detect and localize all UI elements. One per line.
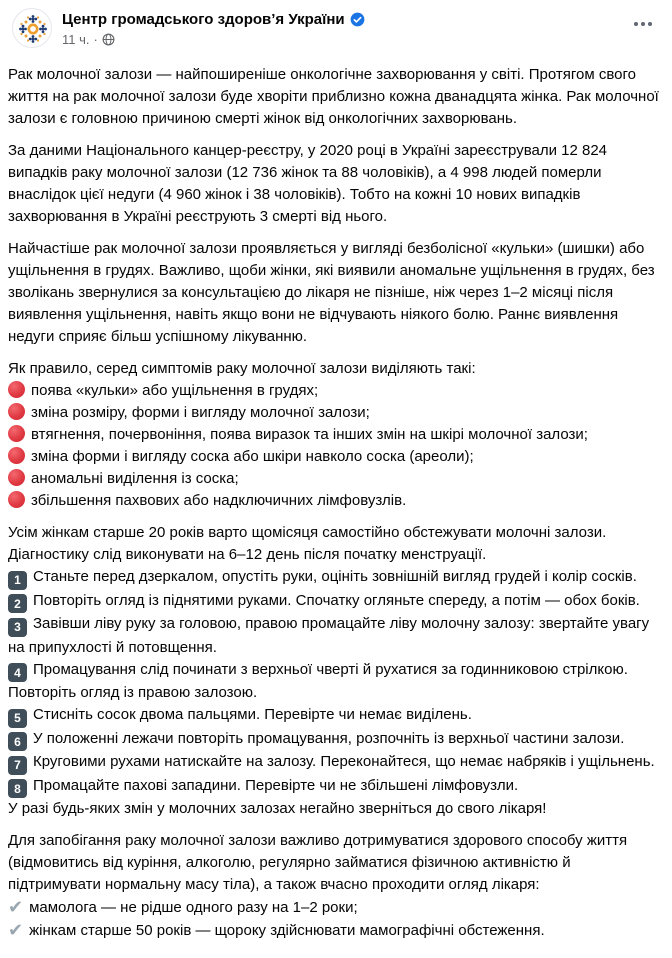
dot-icon <box>641 22 645 26</box>
red-circle-icon <box>8 425 25 442</box>
symptom-item: зміна розміру, форми і вигляду молочної залози; <box>8 402 662 424</box>
exam-step: 1 Станьте перед дзеркалом, опустіть руки, оцініть зовнішній вигляд грудей і колір сосків. <box>8 566 662 590</box>
paragraph-detection: Найчастіше рак молочної залози проявляється у вигляді безболісної «кульки» (шишки) або ущільнення в грудях. Важливо, щоби жінки, які виявили аномальне ущільнення в грудях, без зволікань звернулися за консультацією до лікаря не пізніше, ніж через 1–2 місяці після виявлення ущільнення, навіть якщо вони не відчувають ніякого болю. Раннє виявлення недуги сприяє більш успішному лікуванню. <box>8 240 655 345</box>
phc-logo-icon <box>13 9 52 48</box>
page-name[interactable]: Центр громадського здоров’я України <box>62 11 345 28</box>
exam-step: 5 Стисніть сосок двома пальцями. Перевірте чи немає виділень. <box>8 704 662 728</box>
keycap-4-icon: 4 <box>8 663 27 682</box>
check-mark-icon: ✔ <box>8 897 24 917</box>
prevention-item: ✔ жінкам старше 50 років — щороку здійснювати мамографічні обстеження. <box>8 920 545 940</box>
red-circle-icon <box>8 447 25 464</box>
symptom-item: аномальні виділення із соска; <box>8 468 662 490</box>
post-header <box>0 0 672 50</box>
doctor-warning: У разі будь-яких змін у молочних залозах негайно зверніться до свого лікаря! <box>8 800 547 817</box>
exam-step: 3 Завівши ліву руку за головою, правою промацайте ліву молочну залозу: звертайте увагу на припухлості й потовщення. <box>8 615 650 656</box>
exam-step: 8 Промацайте пахові западини. Перевірте чи не збільшені лімфовузли. <box>8 775 662 799</box>
prevention-block <box>8 830 662 942</box>
paragraph-statistics: За даними Національного канцер-реєстру, у 2020 році в Україні зареєстрували 12 824 випадків раку молочної залози (12 736 жінок та 88 чоловіків), а 4 998 людей померли внаслідок цієї недуги (4 960 жінок і 38 чоловіків). Тобто на кожні 10 нових випадків захворювання в Україні реєструють 3 смерті від нього. <box>8 142 608 225</box>
symptoms-intro: Як правило, серед симптомів раку молочної залози виділяють такі: <box>8 360 476 377</box>
keycap-5-icon: 5 <box>8 709 27 728</box>
timestamp[interactable]: 11 ч. <box>62 32 90 47</box>
meta-separator: · <box>93 32 98 47</box>
red-circle-icon <box>8 469 25 486</box>
keycap-1-icon: 1 <box>8 571 27 590</box>
prevention-intro: Для запобігання раку молочної залози важливо дотримуватися здорового способу життя (відмовитись від куріння, алкоголю, регулярно займатися фізичною активністю й підтримувати нормальну масу тіла), а також вчасно проходити огляд лікаря: <box>8 832 628 893</box>
post-body <box>0 50 672 958</box>
dot-icon <box>634 22 638 26</box>
check-mark-icon: ✔ <box>8 920 24 940</box>
more-options-button[interactable] <box>630 16 656 32</box>
exam-step: 7 Круговими рухами натискайте на залозу. Переконайтеся, що немає набряків і ущільнень. <box>8 751 662 775</box>
exam-step: 2 Повторіть огляд із піднятими руками. Спочатку огляньте спереду, а потім — обох боків. <box>8 590 662 614</box>
symptom-item: поява «кульки» або ущільнення в грудях; <box>8 380 662 402</box>
red-circle-icon <box>8 491 25 508</box>
symptom-item: збільшення пахвових або надключичних лімфовузлів. <box>8 490 662 512</box>
keycap-6-icon: 6 <box>8 732 27 751</box>
header-text <box>62 8 630 48</box>
keycap-2-icon: 2 <box>8 594 27 613</box>
keycap-3-icon: 3 <box>8 618 27 637</box>
exam-step: 4 Промацування слід починати з верхньої чверті й рухатися за годинниковою стрілкою. Повторіть огляд із правою залозою. <box>8 660 628 701</box>
dot-icon <box>648 22 652 26</box>
exam-step: 6 У положенні лежачи повторіть промацування, розпочніть із верхньої частини залози. <box>8 728 662 752</box>
post-meta <box>62 31 630 48</box>
symptoms-block <box>8 358 662 512</box>
symptom-item: зміна форми і вигляду соска або шкіри навколо соска (ареоли); <box>8 446 662 468</box>
page-avatar[interactable] <box>12 8 52 48</box>
self-exam-block <box>8 522 662 820</box>
verified-badge-icon <box>350 12 365 27</box>
self-exam-intro: Усім жінкам старше 20 років варто щомісяця самостійно обстежувати молочні залози. Діагностику слід виконувати на 6–12 день після початку менструації. <box>8 524 607 563</box>
red-circle-icon <box>8 381 25 398</box>
symptom-item: втягнення, почервоніння, поява виразок та інших змін на шкірі молочної залози; <box>8 424 662 446</box>
keycap-7-icon: 7 <box>8 756 27 775</box>
paragraph-intro: Рак молочної залози — найпоширеніше онкологічне захворювання у світі. Протягом свого життя на рак молочної залози буде хворіти приблизно кожна дванадцята жінка. Рак молочної залози є головною причиною смерті жінок від онкологічних захворювань. <box>8 66 659 127</box>
prevention-item: ✔ мамолога — не рідше одного разу на 1–2 роки; <box>8 897 358 917</box>
keycap-8-icon: 8 <box>8 779 27 798</box>
globe-icon <box>102 33 115 46</box>
red-circle-icon <box>8 403 25 420</box>
